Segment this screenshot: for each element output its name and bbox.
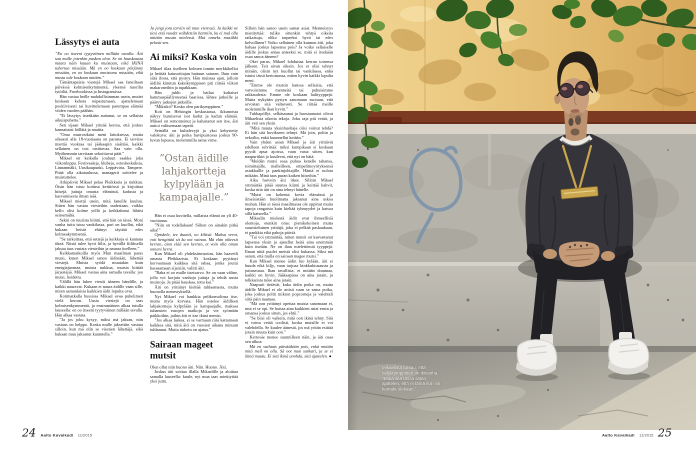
paragraph: Välillä hän lukee viestit ääneen bändille, ja kaikki nauravat. Kukaan ei naura äidille vaan sille, miten samanlaisia kaikkien äidit lopulta ovat. (55, 279, 143, 294)
paragraph: ”Niin en todellakaan! Siihen on ainakin pitkä aika!” (150, 222, 238, 233)
paragraph: ”Oma murrosikäni meni laitoksessa, mutta oikeasti alle 18-vuotiaana on parasta. Ei tarvitse miettiä vuokraa tai jääkaapin sisältöä, kaikki sellainen on tosi rasittavaa. Saa vain olla. Myöhemmin tarvitaan sekoittavat päät.” (55, 131, 143, 156)
page-number-right: 25 (658, 427, 672, 440)
paragraph: Mikael miettii usein, mitä faneille kuuluu. Sitten hän vastaa viesteihin uudestaan, vaikka kello olisi kolme yöllä ja keikkabussi lähtisi seitsemältä. (55, 198, 143, 218)
paragraph: Kun Mikael menee äidin luo kylään, äiti ei huuda eikä kiljy, vaan tarjoaa kinkkukiusausta ja juttuseuraa. Ihan tavallista, ei mitään draamaa, kaikki on hyvin. Jääkaapissa on aina jotain, ja telkkarista tulee aina jotain. (245, 258, 333, 283)
paragraph: ”Mä oon yrittänyt opettaa mutsia sanomaan ei, mut ei se opi. Se hoitaa aina kaikkien asiat ensin ja omansa joskus sitten, jos ehtii.” (245, 301, 333, 316)
paragraph: Mikaelin mielestä äidit ovat ihmeellisiä olentoja, etenkin oma: pienikokoinen mutta suurisieluinen yrittäjä, joka ei pelkää paskaakaan, ei pankkia eikä pahoja päiviä. (245, 215, 333, 235)
lead-paragraph: Ja jengi jota tarviin oli mun vieressä. Ja kaikki ne tiesi että vuodet vaihdettiin harmiin, ku ei mul ollu mitään muuta mielessä. Mut onneks musiikki pelasti sen. (150, 26, 238, 45)
issue-number: 11/2015 (639, 433, 654, 438)
closing-paragraph: Mä en vaihtais päivääkään pois, enkä mitään mitä meil on ollu. Sä oot mun sankari, ja se ei ikinä muutu. Ei sitä ikinä unohda, sitä ajattelen. ● (245, 343, 333, 359)
paragraph: Mikael on keikalla jouluun saakka joka viikonloppu. Festivaaleja, klubeja, ostoskeskuksia, Linnanmäki, Uusikaupunki, Leppävirta, Tampere. Pitää olla aikataulussa, managerit soittelee ja muistuttelee. (55, 155, 143, 180)
photo-caption: Mikaelista tuntuu, että neljäkymppinen on ikivanha. ”Ehkä sitä tässä sitten ajattelen, että ei tämä ikä niin kamala olekaan.” (382, 365, 441, 392)
paragraph: ”Miksikö? Koska olen parikymppinen.” (154, 104, 224, 109)
paragraph: ”Emme ole mutsin kanssa sellaisia, että vatvoisimme menneitä tai puhuisimme rakkaudesta. Emme ole koskaan halityyppejä. Mutta nykyään pystyn sanomaan suoraan, että arvostan sitä valtavasti. Se riittää meille molemmille ihan hyvin.” (245, 82, 333, 112)
paragraph: Okei parus, Mikael lohduttaa kerran toisensa jälkeen. Teit aivan oikein. Jos et olisi tehnyt mitään, olisin nyt kuollut tai vankilassa, enkä istuisi tässä kertomassa, miten hyvin kaikki lopulta meni. (245, 58, 333, 83)
paragraph: ”En oo itseeni tyytyväinen millään tavalla. Äiti saa mulle jotenkin paskan olon. Se on haaskausta maata näin kauan ku muistaan, eikä IKINÄ tuhertaa missään. Mä en oo koskaan pärjänny missään, en oo koskaan onnistunu missään, eikä musta tule koskaan mitään.” (55, 51, 143, 80)
paragraph: Vain yhden asian Mikael ja äiti yrittävät edelleen selvittää: miksi kumpikaan ei koskaan pyydä apua ajoissa, vaan vasta sitten, kun naapuritkin jo kuulevat, että nyt on hätä. (245, 139, 333, 159)
paragraph: Koti on Helsingin keskustassa, ikkunoista näkyy humisevat isot kadut ja kadun elämää. Mikael on remontoinut ja kalustanut sen itse, äiti auttoi valitsemaan tapetit. (150, 108, 238, 128)
concrete-ledge (348, 254, 696, 354)
paragraph: ”Tai voi ymmärtää, miten mutsit on kasvattanut lapsensa yksin ja ajatellut heitä aina enemmän kuin itseään. Ne on ihan mielettömiä tyyppejä. Ilman niitä puolet meistä olisi hukassa. Siksi mä sanon, että mulla on sairaan magee mutsi.” (245, 234, 333, 259)
paragraph: ”Mitä muuta yksinhuoltaja olisi voinut tehdä? Ei hän sitä huvikseen tehnyt. Mä join, poltin ja sekoilin, enkä kuunnellut ketään.” (245, 125, 333, 140)
page-number-left: 24 (22, 427, 36, 440)
paragraph: Kotimatkalla bussissa Mikael avaa puhelimen vielä kerran. Uusia viestejä on taas kolmisenkymmentä, ja ensimmäinen alkaa tutulla lauseella: en oo itseeni tyytyväinen millään tavalla. Hän alkaa vastata. (55, 293, 143, 318)
paragraph: Sen sijaan Mikael yrittää kertoa, että joskus kannattaisi höllätä ja nauttia. (55, 122, 143, 132)
paragraph: ”Ja jos joku kysyy, miksi mä jaksan, niin vastaus on helppo. Koska mulle jaksettiin vastata silloin, kun mä olin se viestien lähettäjä, eikä kukaan muu jaksanut kuunnella.” (55, 317, 143, 337)
paragraph: ”Mutsi on kokenut kovia elämässä ja ilmeisistään huolimatta jaksanut aina uskoa muhun. Hän ei tässä maailmassa ole oppinut muita tapoja rangaista kuin kieltää tyhmyydet ja katsoa sillä katseella.” (245, 191, 333, 216)
paragraph: ”Se tarkoittaa, että settejä ja keikkoja ei kannata itkeä. Niistä tulee hyvä fiilis, ja hyvällä fiiliksellä jaksaa taas vastata viesteihin ja nauraa itselleen.” (55, 236, 143, 251)
paragraph: ”Raha ei oo mulle itseisarvo. Se on vaan väline, jolla voi korjata vanhoja juttuja ja tehdä uusia muistoja. Ja pitää hauskaa, totta kai.” (150, 270, 238, 285)
paragraph: Tukkapöllyt, selkäsaunat ja huostaanotot olivat Mikaelista oikeita tekoja. Joku raja piti vetää, ja äiti veti sen yksin. (245, 111, 333, 126)
paragraph: Olen ollut niin huono äiti. Niin. Huono. Äiti. (150, 364, 227, 370)
concrete-wall (348, 134, 696, 264)
paragraph: Sekin on tuurista kiinni, että hän on tässä. Moni vanha tuttu istuu vankilassa, pari on kuollut, eikä kukaan heistä ehtinyt täyttää edes kolmeakymmentä. (55, 217, 143, 237)
section-heading: Sairaan mageet mutsit (150, 339, 214, 361)
paragraph: Opiskele, tee duunii, oo kiltisti. Maksa verot, voit hengittää sit ku oot vainaa. Mä elän oikeesti kerran, aion elää sen kerran, et voin olla oman onneni herra. (150, 232, 238, 252)
paragraph: Silloin hän sanoo usein samat asiat. Menneisyys mietityttää: tuliko sittenkin tehtyä oikeita ratkaisuja, oliko tarpeeksi hyvä tai edes kelvollinen? Voiko sellainen olla kunnon äiti, joka haluaa joskus lapsensa pois? Ja voiko sellaiselle äidille joskus antaa anteeksi se, mitä ei itsekään osaa sanoa ääneen? (245, 26, 333, 59)
right-folio (372, 427, 672, 443)
paragraph: Hän ei osaa kuvitella, millaista elämä on yli 40-vuotiaana. (150, 213, 238, 223)
article-column-1 (55, 26, 143, 426)
paragraph: ”Ei lässytys itseäkään auttanut, se on sellaista aikuispuhetta.” (55, 112, 143, 123)
paragraph: Seinällä on kultalevyjä ja yksi kehystetty valokuva: äiti ja poika huvipuistossa joskus 90-luvun lopussa, molemmilla sama virne. (150, 127, 238, 143)
section-heading: Ai miksi? Koska voin (150, 52, 237, 63)
paragraph: Keikkamatkoilla myös Mun maailman paras mutsi, kuten Mikael sanoo äidistään, lähettää viestejä. Muista syödä muutakin kuin energiajuomaa, muista nukkua, muista kiittää järjestäjiä. Mikael vastaa aina samalla tavalla: joo mutsi, hoidettu. (55, 250, 143, 280)
paragraph: ”Jos alkaa laskea, ei se varmaan riitä kattamaan kaikkea sitä, mitä äiti on vuosien aikana minuun tuhlannut. Mutta tärkein on ajatus.” (150, 317, 238, 332)
article-column-2 (150, 26, 238, 426)
paragraph: Arkipäivät Mikael pelaa Pleikkaria ja nukkuu. Öisin hän istuu kotinsa keittiössä ja kirjoittaa biisejä, juttuja omasta elämästä, kadusta ja kasvamisesta ilman isää. (55, 179, 143, 199)
photo-mikael (348, 0, 696, 430)
paragraph: Mikael tilaa itselleen kolmen tonnin merkkikellot ja heittää katusoittajan hattuun satasen. Ihan vain siitä ilosta, että pystyy. Hän muistaa ajan, jolloin äidiltä kinutun kaksikymppisen piti riittää viikon makaroneihin ja tupakkaan. (150, 66, 238, 90)
paragraph: Aika harvoin äiti itkee. Silloin Mikael ymmärtää pitää suunsa kiinni ja keittää kahvit, koska niin äiti on aina tehnyt hänelle. (245, 177, 333, 192)
paragraph: Joskus äiti soittaa illalla Mikaelille ja aloittaa samalla lauseella: kuule, nyt mua taas mietityttää yksi juttu. (150, 369, 238, 384)
paragraph: Nyt Mikael voi hankkia pelikonsolinsa itse, mutta myös korvata. Hän ostelee äidilleen lahjakortteja kylpylään ja kampaajalle, maksaa tuhansien eurojen matkoja ja vie syömään paikkoihin, joihin äiti ei itse ikinä menisi. (150, 293, 238, 318)
section-heading: Lässytys ei auta (55, 37, 120, 48)
issue-number: 11/2015 (77, 433, 92, 438)
brick-stripe (348, 111, 696, 134)
paragraph: Äiti on yrittänyt kieltää tuhlaamasta, mutta huonolla menestyksellä. (150, 284, 238, 294)
pull-quote: ”Ostan äidille lahjakortteja kylpylään ja kampaajalle.” (159, 152, 229, 203)
paragraph: Kertosäe menee suunnilleen näin, ja äiti osaa sen ulkoa: (245, 334, 333, 344)
paragraph: Kun Mikael oli yhdeksänvuotias, hän haaveili omasta Pleikkarista. Ei koskaan pyytänyt korvaamaan kaikkea sitä rahaa, jonka joutui hassaamaan sijaisiin, valitti äiti. (150, 251, 238, 271)
right-sneaker (608, 339, 650, 380)
paragraph: Hän juhlii ja bailaa kultaiset hammaspäällysteensä baarissa, lähtee jatkoille ja päätyy jatkojen jatkoille. (150, 89, 238, 105)
paragraph: Tämäntapaisia viestejä Mikael saa faneiltaan päivässä kolmisenkymmentä, yleensä nuorilta tytöiltä, Facebookissa ja Instagramissa. (55, 79, 143, 94)
paragraph: Naapurit tietävät, kuka äidin poika on, mutta äidille Mikael ei ole artisti vaan se sama poika, joka joskus poltti mikron popcorneja ja valehteli siitä päin naamaa. (245, 282, 333, 302)
left-folio (22, 427, 322, 443)
paragraph: ”Se biisi oli vaikein, mitä oon ikinä tehny. Sitä ei voinu vetää coolisti, koska mutsille ei voi valehdella. Se kuulee äänestä, jos mä yritän esittää jotain muuta kuin oon.” (245, 315, 333, 335)
paragraph: ”Meidän mutsi osaa puhua kenelle tahansa, toimittajille, malleilleen, ompelimoyrityksensä asiakkaille ja pankinjohtajille. Häntä ei nolota mikään. Minä taas puran kaiken biiseihin.” (245, 158, 333, 178)
paragraph: Hän vastaa heille mahdollisimman usein, muttei koskaan kehota reipastumaan, ajattelemaan positiivisesti tai kuvittelemaan parempaa elämää viiden vuoden päähän. (55, 93, 143, 113)
magazine-name: Aalto Kavalkadi (40, 433, 74, 438)
magazine-name: Aalto Kavalkadi (602, 433, 635, 438)
article-text-block (55, 26, 333, 426)
yellow-wall (348, 0, 696, 126)
article-column-3 (245, 26, 333, 426)
